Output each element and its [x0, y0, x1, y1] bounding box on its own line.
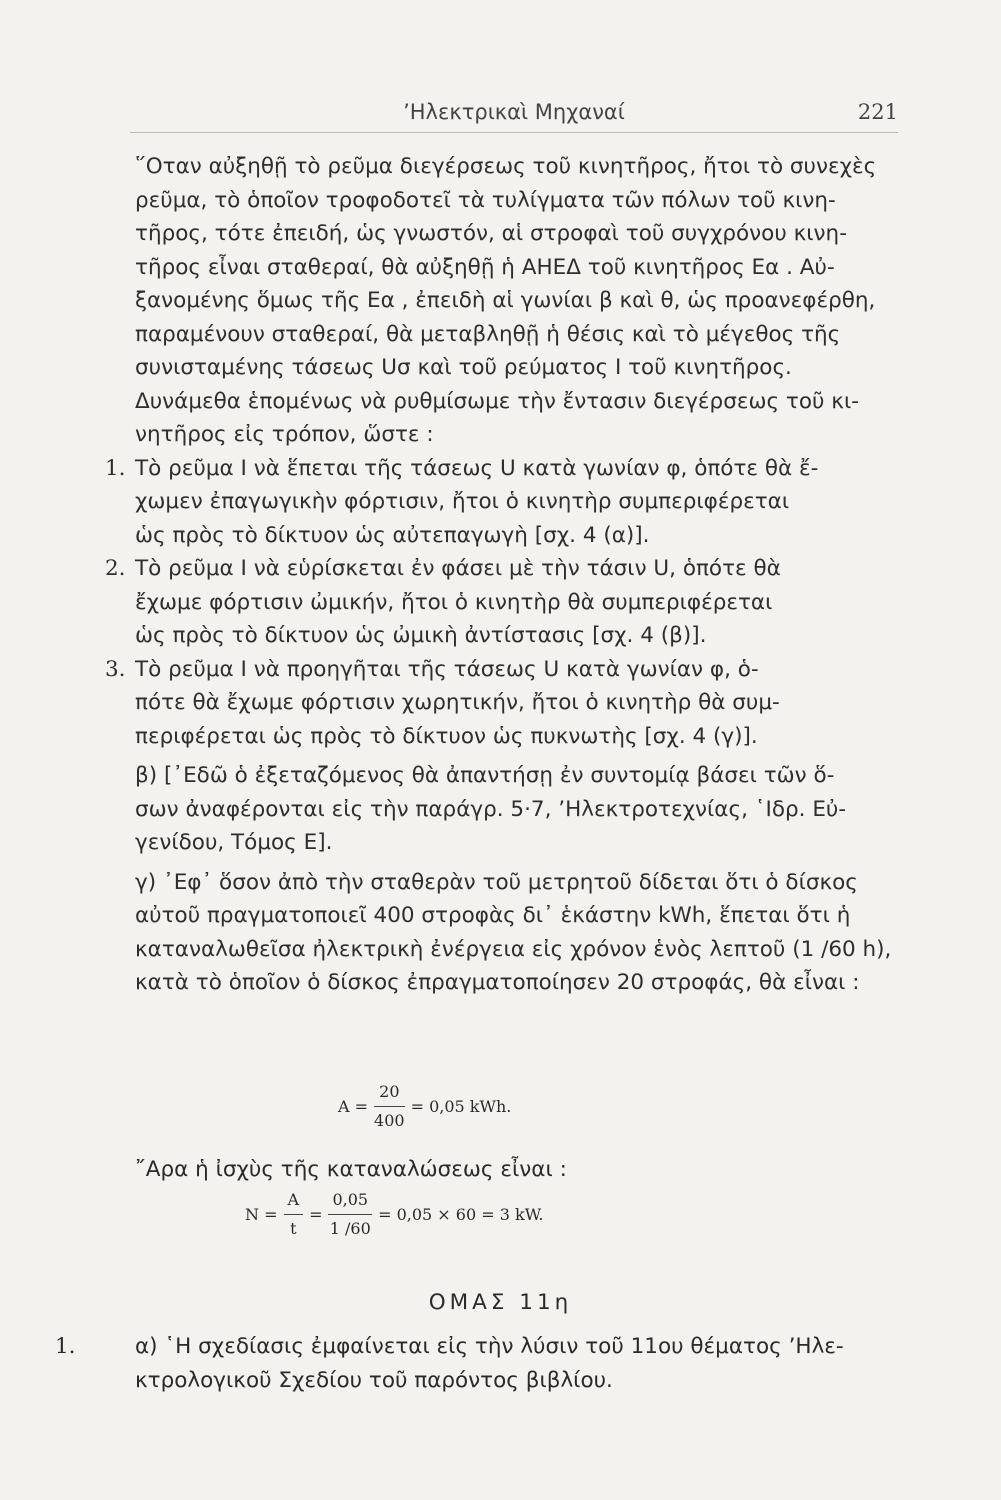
item-number: 3. — [105, 656, 126, 682]
text-line: α) ῾Η σχεδίασις ἐμφαίνεται εἰς τὴν λύσιν τοῦ 11ου θέματος ’Ηλε- — [135, 1334, 844, 1359]
eq-lhs: A = — [338, 1097, 369, 1116]
text-line: συνισταμένης τάσεως Uσ καὶ τοῦ ρεύματος I τοῦ κινητῆρος. — [135, 355, 792, 380]
equation-power — [245, 1186, 543, 1243]
gamma-paragraph — [135, 866, 898, 1000]
text-line: περιφέρεται ὡς πρὸς τὸ δίκτυον ὡς πυκνωτὴς [σχ. 4 (γ)]. — [135, 723, 758, 749]
page-number: 221 — [857, 100, 898, 124]
item-number: 1. — [105, 455, 126, 481]
fraction-denominator: 1 /60 — [329, 1219, 371, 1238]
text-line: γενίδου, Τόμος Ε]. — [135, 830, 333, 855]
text-line: ῞Οταν αὐξηθῇ τὸ ρεῦμα διεγέρσεως τοῦ κινητῆρος, ἤτοι τὸ συνεχὲς — [135, 154, 877, 179]
fraction-numerator: A — [284, 1186, 304, 1215]
text-line: Τὸ ρεῦμα I νὰ ἕπεται τῆς τάσεως U κατὰ γωνίαν φ, ὁπότε θὰ ἔ- — [135, 455, 819, 481]
text-line: παραμένουν σταθεραί, θὰ μεταβληθῇ ἡ θέσις καὶ τὸ μέγεθος τῆς — [135, 321, 841, 347]
fraction-denominator: t — [290, 1219, 297, 1238]
text-line: Τὸ ρεῦμα I νὰ εὑρίσκεται ἐν φάσει μὲ τὴν τάσιν U, ὁπότε θὰ — [135, 556, 781, 581]
eq-rhs: = 0,05 kWh. — [410, 1097, 512, 1116]
eq-lhs: N = — [245, 1205, 278, 1224]
text-line: αὐτοῦ πραγματοποιεῖ 400 στροφὰς δι᾿ ἑκάστην kWh, ἕπεται ὅτι ἡ — [135, 903, 851, 928]
header-rule — [130, 132, 898, 133]
item-number: 1. — [55, 1334, 76, 1359]
text-line: τῆρος, τότε ἐπειδή, ὡς γνωστόν, αἱ στροφαὶ τοῦ συγχρόνου κινη- — [135, 221, 847, 246]
list-item — [105, 452, 898, 553]
text-line: κατὰ τὸ ὁποῖον ὁ δίσκος ἐπραγματοποίησεν 20 στροφάς, θὰ εἶναι : — [135, 970, 860, 995]
fraction — [328, 1186, 372, 1243]
text-line: χωμεν ἐπαγωγικὴν φόρτισιν, ἤτοι ὁ κινητὴρ συμπεριφέρεται — [135, 489, 790, 514]
equation-energy — [338, 1078, 511, 1135]
list-item — [105, 552, 898, 653]
fraction — [284, 1186, 304, 1243]
body-text — [105, 150, 898, 1000]
text-line: καταναλωθεῖσα ἠλεκτρικὴ ἐνέργεια εἰς χρόνον ἑνὸς λεπτοῦ (1 /60 h), — [135, 936, 892, 962]
ara-line: ῎Αρα ἡ ἰσχὺς τῆς καταναλώσεως εἶναι : — [135, 1157, 567, 1182]
section-title: ΟΜΑΣ 11η — [428, 1290, 573, 1315]
beta-paragraph — [135, 759, 898, 860]
text-line: γ) ᾿Εφ᾿ ὅσον ἀπὸ τὴν σταθερὰν τοῦ μετρητοῦ δίδεται ὅτι ὁ δίσκος — [135, 869, 858, 895]
text-line: ἔχωμε φόρτισιν ὠμικήν, ἤτοι ὁ κινητὴρ θὰ συμπεριφέρεται — [135, 589, 773, 615]
intro-paragraph — [135, 150, 898, 452]
fraction-numerator: 0,05 — [328, 1186, 372, 1215]
fraction — [374, 1078, 405, 1135]
text-line: Δυνάμεθα ἑπομένως νὰ ρυθμίσωμε τὴν ἔντασιν διεγέρσεως τοῦ κι- — [135, 388, 859, 414]
item-number: 2. — [105, 556, 126, 581]
text-line: νητῆρος εἰς τρόπον, ὥστε : — [135, 422, 434, 447]
final-item — [55, 1330, 898, 1397]
text-line: ξανομένης ὅμως τῆς Eα , ἐπειδὴ αἱ γωνίαι β καὶ θ, ὡς προανεφέρθη, — [135, 288, 876, 313]
text-line: Τὸ ρεῦμα I νὰ προηγῆται τῆς τάσεως U κατὰ γωνίαν φ, ὁ- — [135, 656, 759, 682]
eq-rhs: = 0,05 × 60 = 3 kW. — [378, 1205, 544, 1224]
fraction-denominator: 400 — [374, 1111, 405, 1130]
header-title: ’Ηλεκτρικαὶ Μηχαναί — [403, 100, 625, 124]
text-line: ρεῦμα, τὸ ὁποῖον τροφοδοτεῖ τὰ τυλίγματα τῶν πόλων τοῦ κινη- — [135, 187, 836, 213]
text-line: ὡς πρὸς τὸ δίκτυον ὡς αὐτεπαγωγὴ [σχ. 4 (α)]. — [135, 522, 650, 548]
text-line: ὡς πρὸς τὸ δίκτυον ὡς ὠμικὴ ἀντίστασις [σχ. 4 (β)]. — [135, 623, 707, 648]
text-line: β) [᾿Εδῶ ὁ ἐξεταζόμενος θὰ ἀπαντήσῃ ἐν συντομίᾳ βάσει τῶν ὅ- — [135, 763, 835, 788]
text-line: σων ἀναφέρονται εἰς τὴν παράγρ. 5·7, ’Ηλεκτροτεχνίας, ῾Ιδρ. Εὐ- — [135, 796, 847, 822]
running-header — [130, 96, 898, 136]
text-line: κτρολογικοῦ Σχεδίου τοῦ παρόντος βιβλίου. — [135, 1367, 613, 1393]
eq-mid: = — [309, 1205, 323, 1224]
list-item — [105, 653, 898, 754]
fraction-numerator: 20 — [374, 1078, 405, 1107]
text-line: πότε θὰ ἔχωμε φόρτισιν χωρητικήν, ἤτοι ὁ κινητὴρ θὰ συμ- — [135, 690, 780, 715]
text-line: τῆρος εἶναι σταθεραί, θὰ αὐξηθῇ ἡ ΑΗΕΔ τοῦ κινητῆρος Eα . Αὐ- — [135, 254, 835, 280]
